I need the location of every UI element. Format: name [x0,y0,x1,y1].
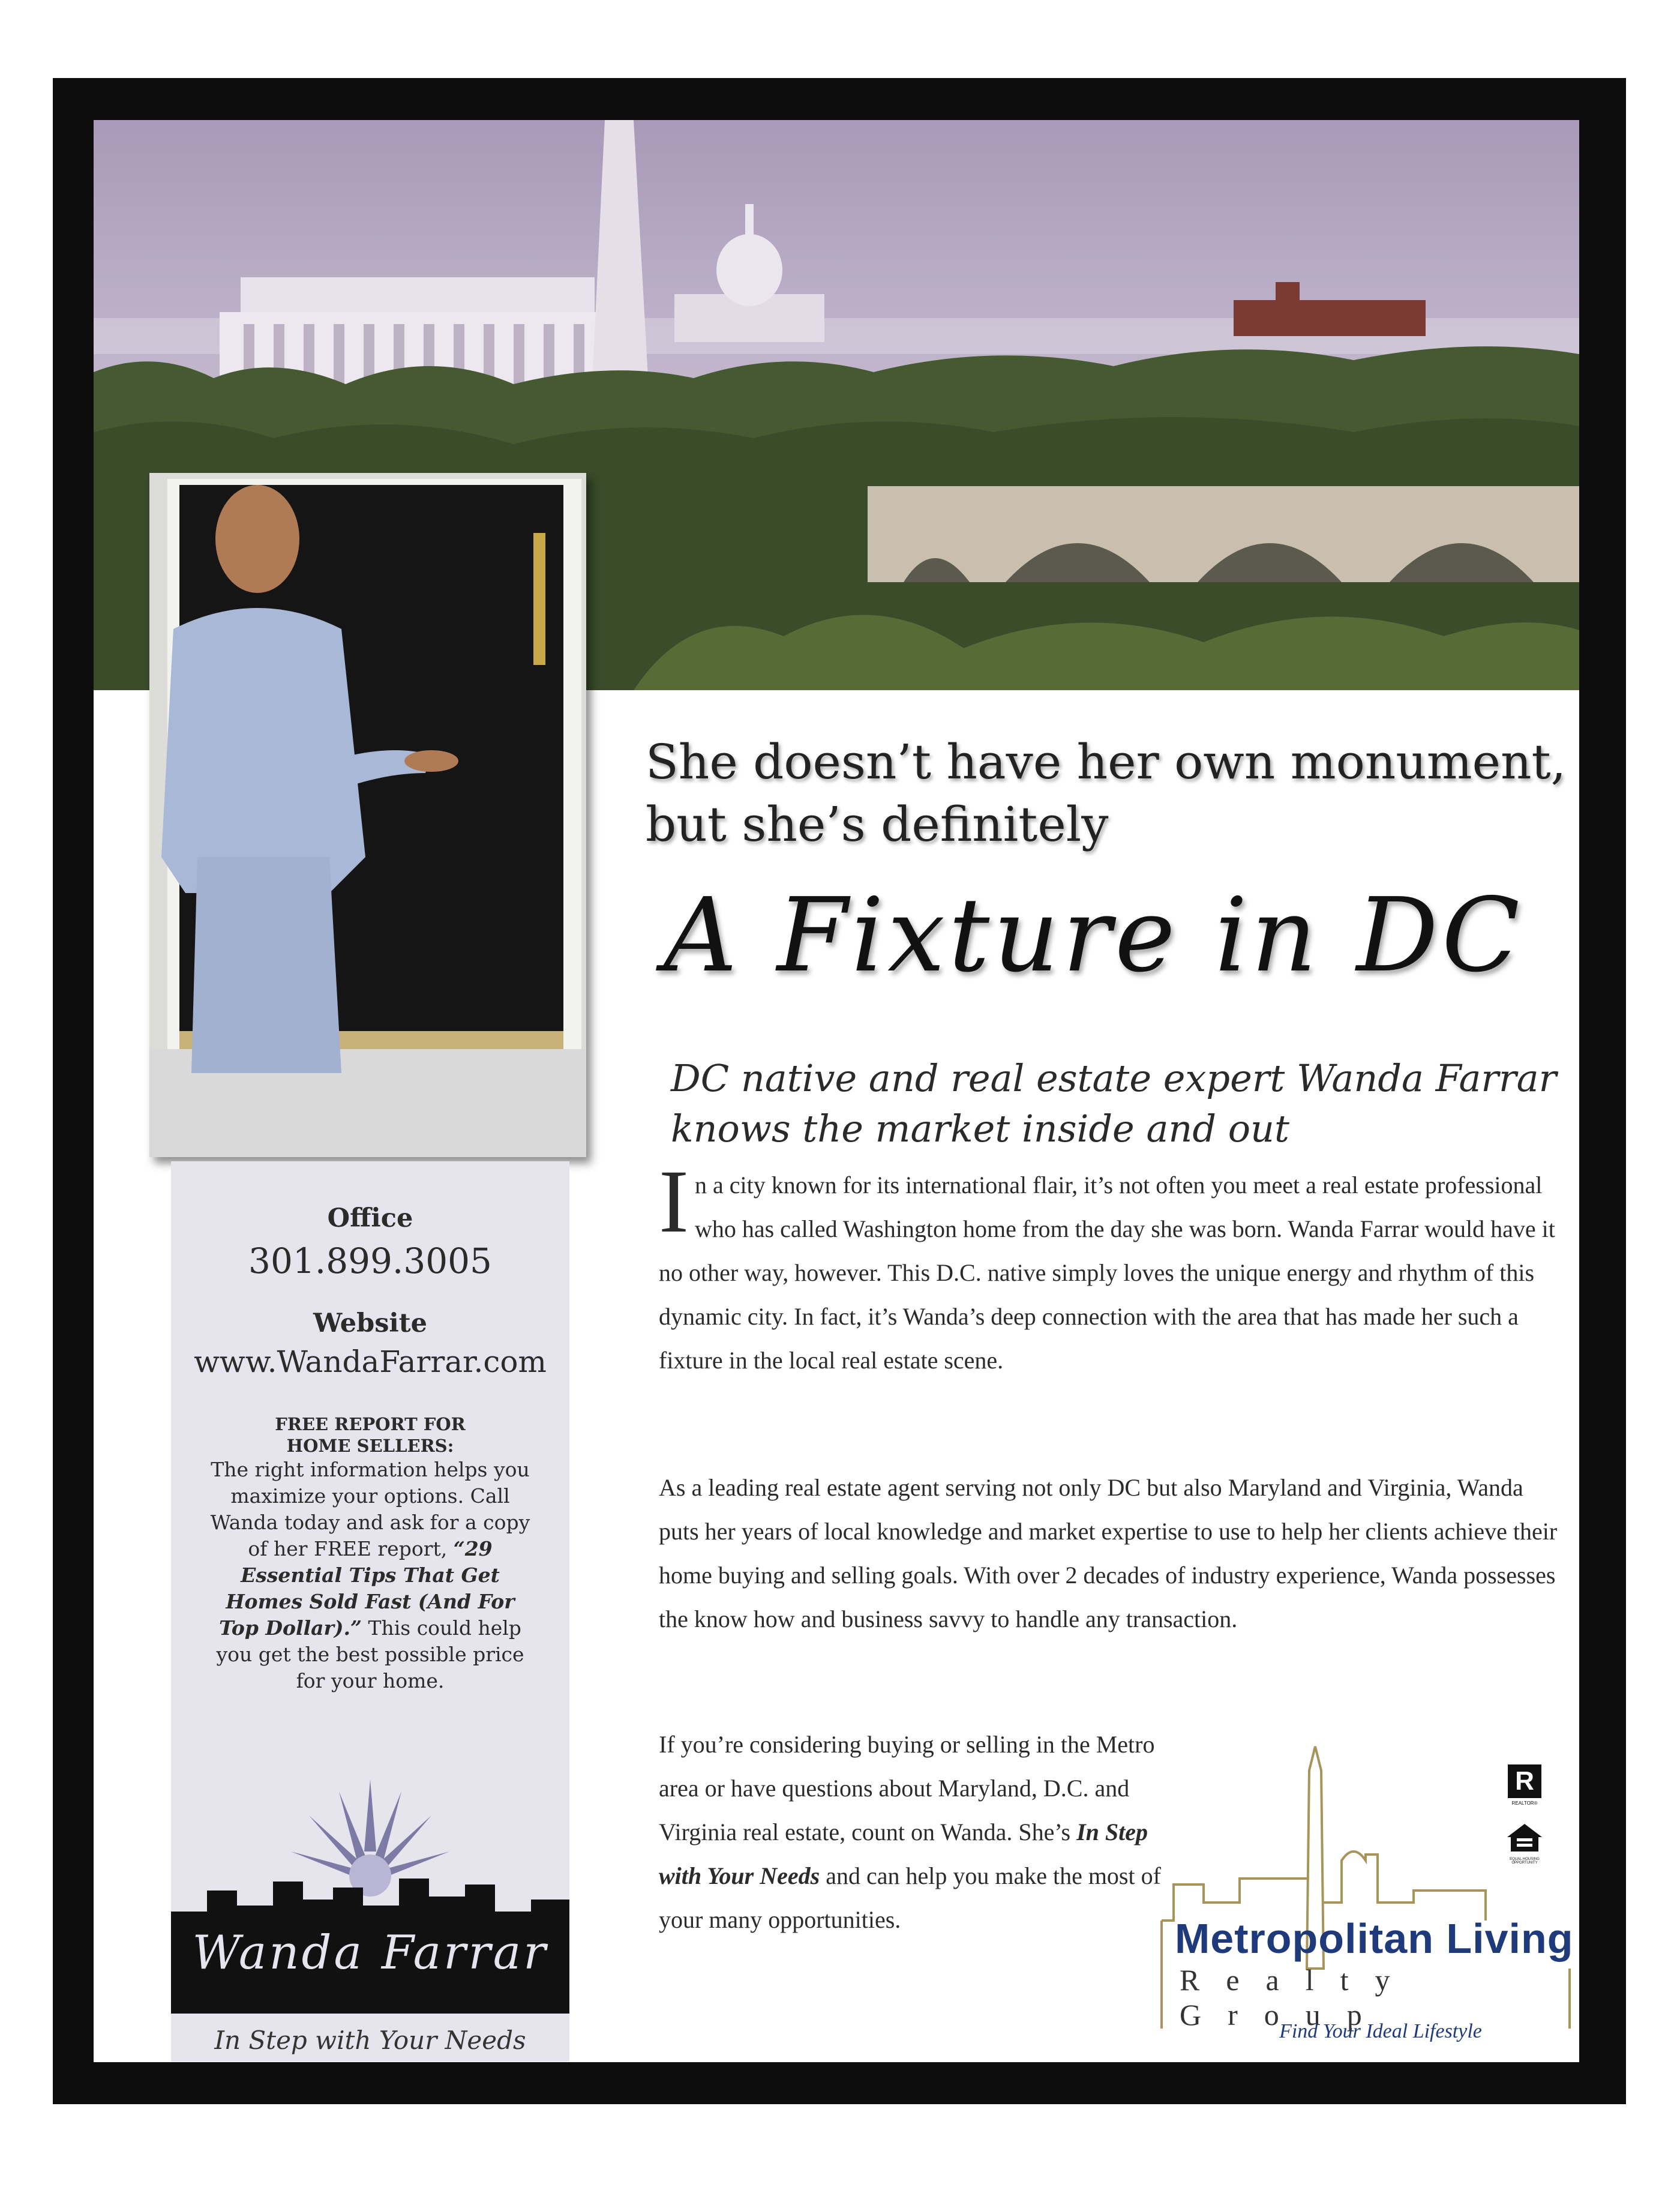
brokerage-subname: Realty Group [1180,1963,1417,2032]
report-text-1: The right information helps you maximize your options. Call Wanda today and ask for a copy of her FREE report, [210,1458,530,1560]
website-link[interactable]: www.WandaFarrar.com [194,1344,547,1379]
brokerage-tagline: Find Your Ideal Lifestyle [1279,2020,1482,2042]
subheadline-line-1: DC native and real estate expert Wanda Farrar [671,1056,1557,1100]
equal-housing-label: EQUAL HOUSING OPPORTUNITY [1510,1858,1540,1865]
drop-cap: I [659,1152,689,1251]
report-title-2: HOME SELLERS: [286,1436,454,1456]
equal-housing-icon [1504,1821,1546,1855]
report-text-2: This could help you get the best possible price for your home. [216,1616,524,1692]
subheadline [671,1053,1579,1154]
realtor-logo [1504,1764,1546,1865]
office-label: Office [327,1203,413,1233]
body-paragraph-1 [659,1152,1565,1382]
paragraph-1-text: n a city known for its international flair, it’s not often you meet a real estate professional who has called Washington home from the day she was born. Wanda Farrar would have it no other way, however. This D.C. native simply loves the unique energy and rhythm of this dynamic city. In fact, it’s Wanda’s deep connection with the area that has made her such a fixture in the local real estate scene. [659,1172,1555,1374]
body-paragraph-2: As a leading real estate agent serving not only DC but also Maryland and Virginia, Wanda puts her years of local knowledge and market expertise to use to help her clients achieve their home buying and selling goals. With over 2 decades of industry experience, Wanda possesses the know how and business savvy to handle any transaction. [659,1474,1558,1632]
logo-name-text: Wanda Farrar [192,1926,548,1980]
realtor-label: REALTOR® [1511,1800,1538,1806]
brokerage-name: Metropolitan Living [1175,1915,1574,1962]
subheadline-line-2: knows the market inside and out [671,1107,1289,1151]
agent-portrait-photo [149,473,586,1157]
website-label: Website [313,1308,427,1338]
wanda-farrar-logo [159,1761,581,2014]
free-report-offer [207,1413,533,1694]
report-title-1: FREE REPORT FOR [275,1414,466,1434]
headline-line-2: but she’s definitely [646,796,1109,852]
portrait-illustration [149,473,586,1157]
paragraph-3-text-a: If you’re considering buying or selling in the Metro area or have questions about Maryland, D.C. and Virginia real estate, count on Wanda. She’s [659,1731,1155,1846]
contact-sidebar [171,1161,569,2062]
paragraph-3-text-c: and can help you make the most of your many opportunities. [659,1862,1161,1933]
paragraph-3-slogan: In Step with Your Needs [659,1818,1148,1889]
office-phone[interactable]: 301.899.3005 [248,1241,492,1281]
headline-title: A Fixture in DC [664,876,1523,995]
headline-intro [646,731,1570,856]
logo-tagline: In Step with Your Needs [214,2026,526,2055]
report-title-quote: “29 Essential Tips That Get Homes Sold Fast (And For Top Dollar).” [219,1537,515,1640]
headline-line-1: She doesn’t have her own monument, [646,734,1567,790]
realtor-r-icon: R [1508,1764,1541,1798]
body-paragraph-3 [659,1722,1187,1942]
